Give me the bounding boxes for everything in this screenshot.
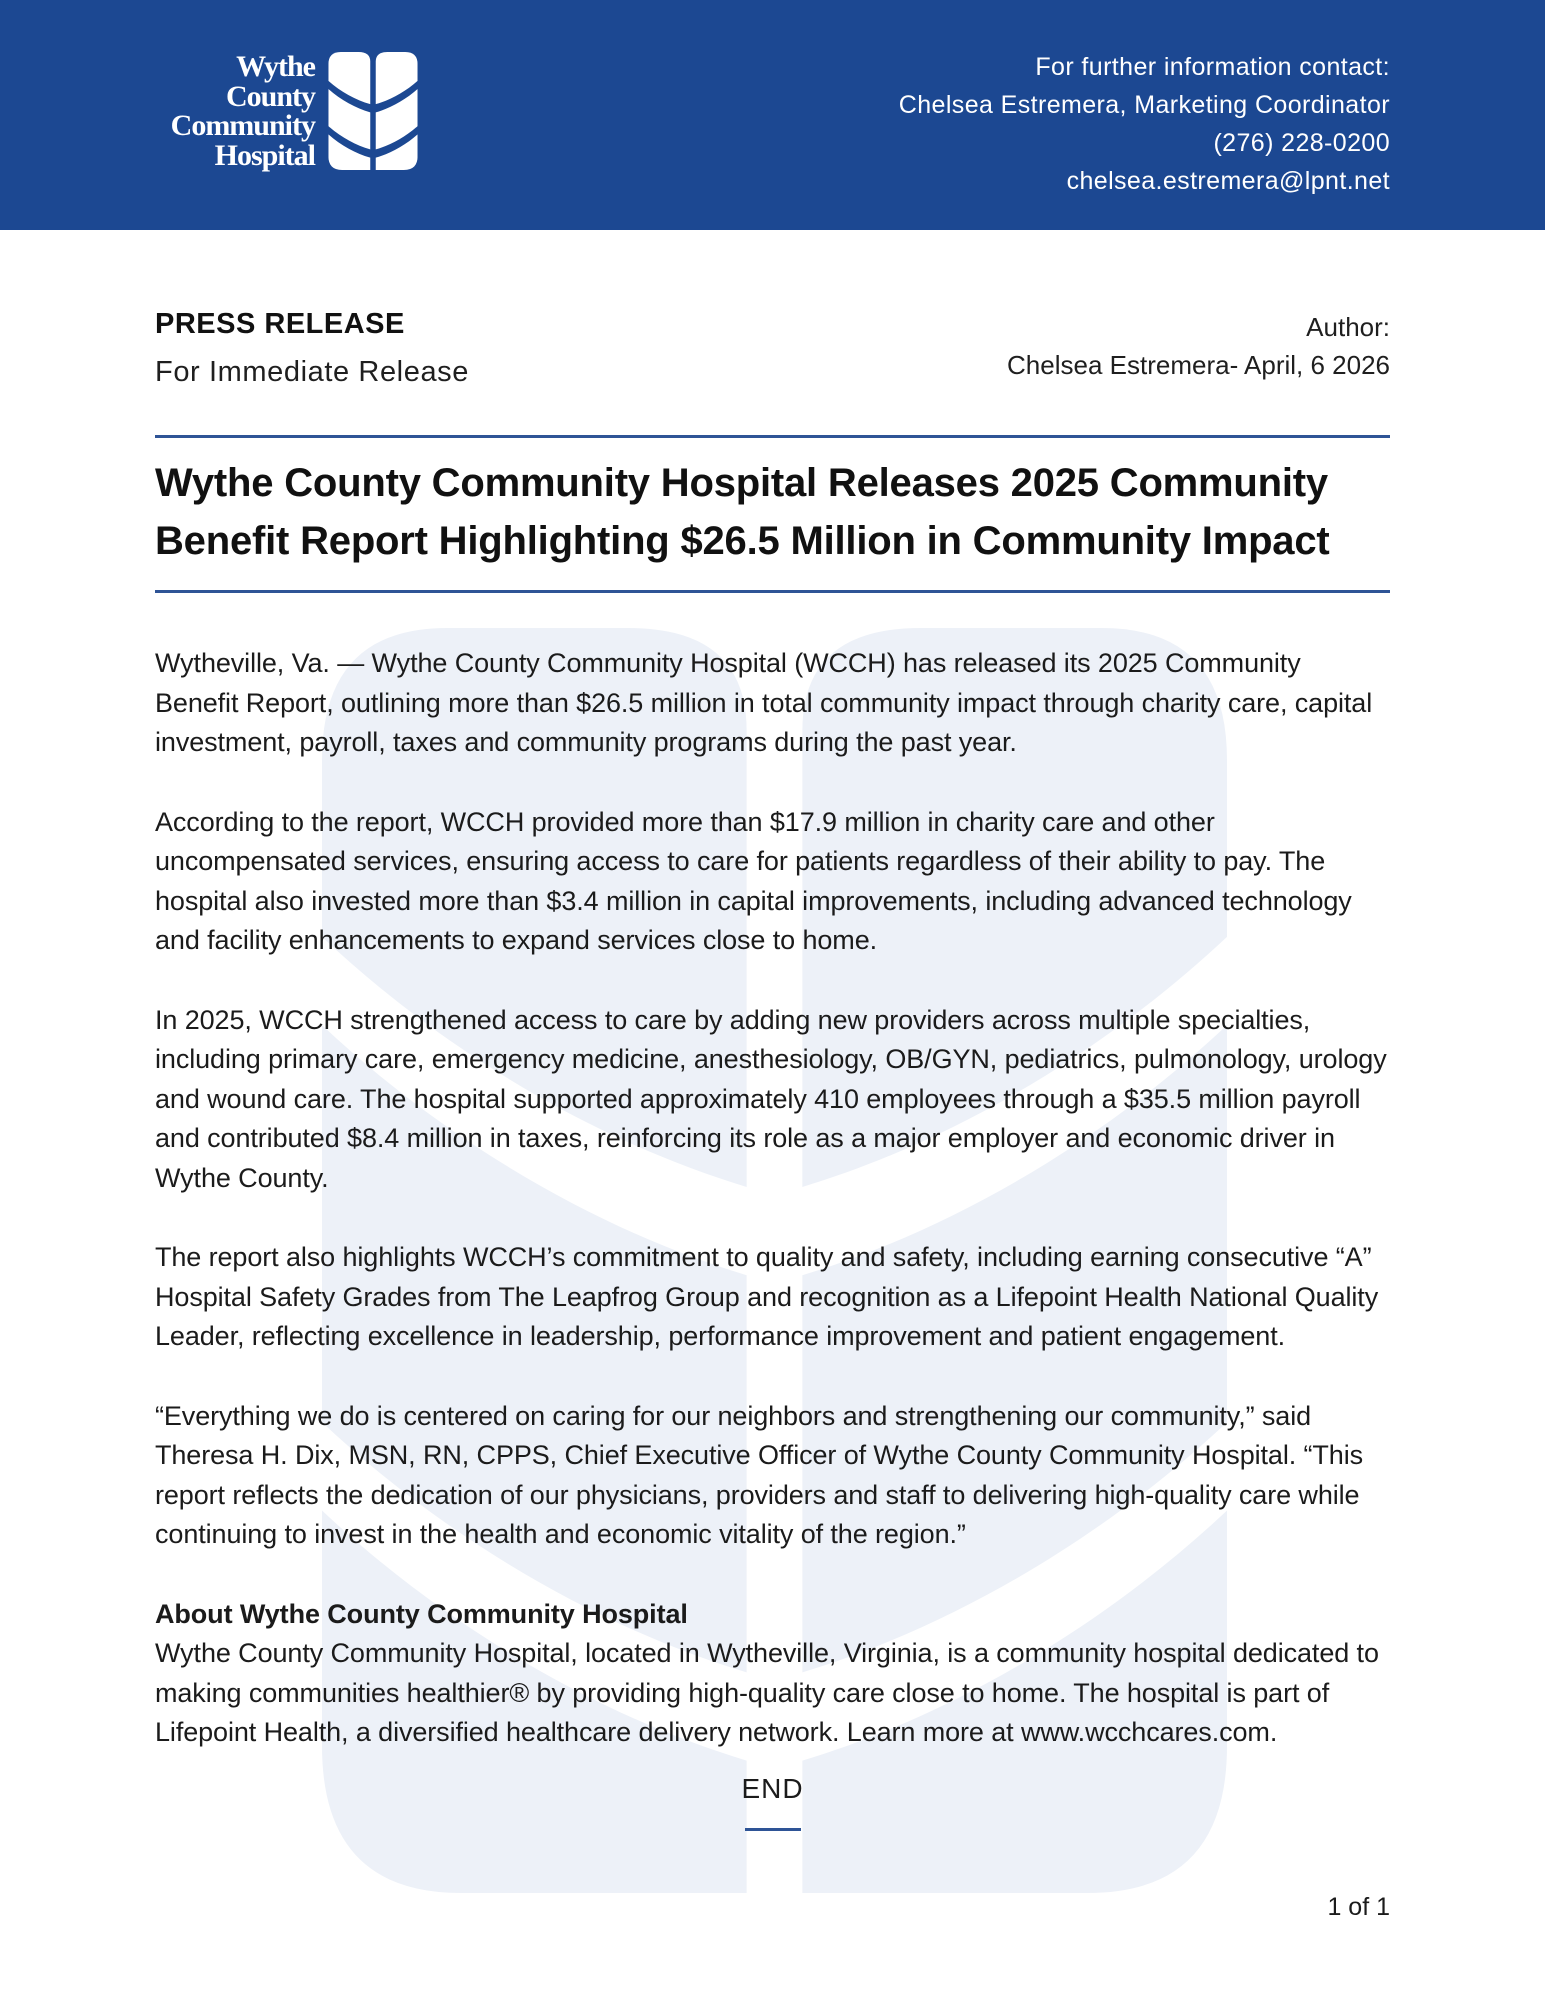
author-block	[1007, 308, 1390, 384]
contact-info	[899, 48, 1390, 200]
contact-phone: (276) 228-0200	[1213, 129, 1390, 157]
contact-intro: For further information contact:	[1035, 53, 1390, 81]
contact-name: Chelsea Estremera, Marketing Coordinator	[898, 91, 1390, 119]
page-number: 1 of 1	[1327, 1893, 1390, 1921]
article-text	[155, 644, 1390, 1753]
author-label: Author:	[1306, 312, 1390, 342]
release-meta-left	[155, 308, 469, 389]
logo-line-4: Hospital	[214, 138, 315, 172]
press-release-label: PRESS RELEASE	[155, 308, 405, 340]
release-meta-row	[155, 308, 1390, 389]
author-value: Chelsea Estremera- April, 6 2026	[1007, 350, 1390, 380]
logo-line-3: Community	[170, 109, 315, 142]
about-section-heading: About Wythe County Community Hospital	[155, 1598, 688, 1629]
contact-email: chelsea.estremera@lpnt.net	[1066, 167, 1390, 195]
paragraph-4: The report also highlights WCCH’s commitment to quality and safety, including earning consecutive “A” Hospital Safety Grades from The Leapfrog Group and recognition as a Lifepoint Health National Quality Leader, reflecting excellence in leadership, performance improvement and patient engagement.	[155, 1242, 1379, 1351]
hospital-logo-wordmark	[155, 52, 315, 170]
paragraph-3: In 2025, WCCH strengthened access to care by adding new providers across multiple specialties, including primary care, emergency medicine, anesthesiology, OB/GYN, pediatrics, pulmonology, urology and wound care. The hospital supported approximately 410 employees through a $35.5 million payroll and contributed $8.4 million in taxes, reinforcing its role as a major employer and economic driver in Wythe County.	[155, 1004, 1387, 1193]
about-section-text: Wythe County Community Hospital, located in Wytheville, Virginia, is a community hospital dedicated to making communities healthier® by providing high-quality care close to home. The hospital is part of Lifepoint Health, a diversified healthcare delivery network. Learn more at www.wcchcares.com.	[155, 1638, 1379, 1747]
hospital-leaf-logo-icon	[328, 52, 418, 170]
headline: Wythe County Community Hospital Releases 2025 Community Benefit Report Highlighting $26.5 Million in Community Impact	[155, 461, 1330, 563]
paragraph-5: “Everything we do is centered on caring for our neighbors and strengthening our community,” said Theresa H. Dix, MSN, RN, CPPS, Chief Executive Officer of Wythe County Community Hospital. “This report reflects the dedication of our physicians, providers and staff to delivering high-quality care while continuing to invest in the health and economic vitality of the region.”	[155, 1400, 1364, 1549]
logo-line-2: County	[225, 79, 315, 113]
release-type: For Immediate Release	[155, 356, 469, 388]
divider-bottom	[155, 590, 1390, 593]
end-underline	[745, 1828, 801, 1831]
logo-line-1: Wythe	[236, 50, 315, 83]
document-body	[155, 230, 1390, 1831]
paragraph-2: According to the report, WCCH provided more than $17.9 million in charity care and other uncompensated services, ensuring access to care for patients regardless of their ability to pay. The hospital also invested more than $3.4 million in capital improvements, including advanced technology and facility enhancements to expand services close to home.	[155, 806, 1352, 955]
end-marker: END	[741, 1772, 804, 1804]
hospital-logo	[155, 52, 418, 170]
header-band	[0, 0, 1545, 230]
paragraph-1: Wytheville, Va. — Wythe County Community Hospital (WCCH) has released its 2025 Community Benefit Report, outlining more than $26.5 million in total community impact through charity care, capital investment, payroll, taxes and community programs during the past year.	[155, 648, 1373, 757]
